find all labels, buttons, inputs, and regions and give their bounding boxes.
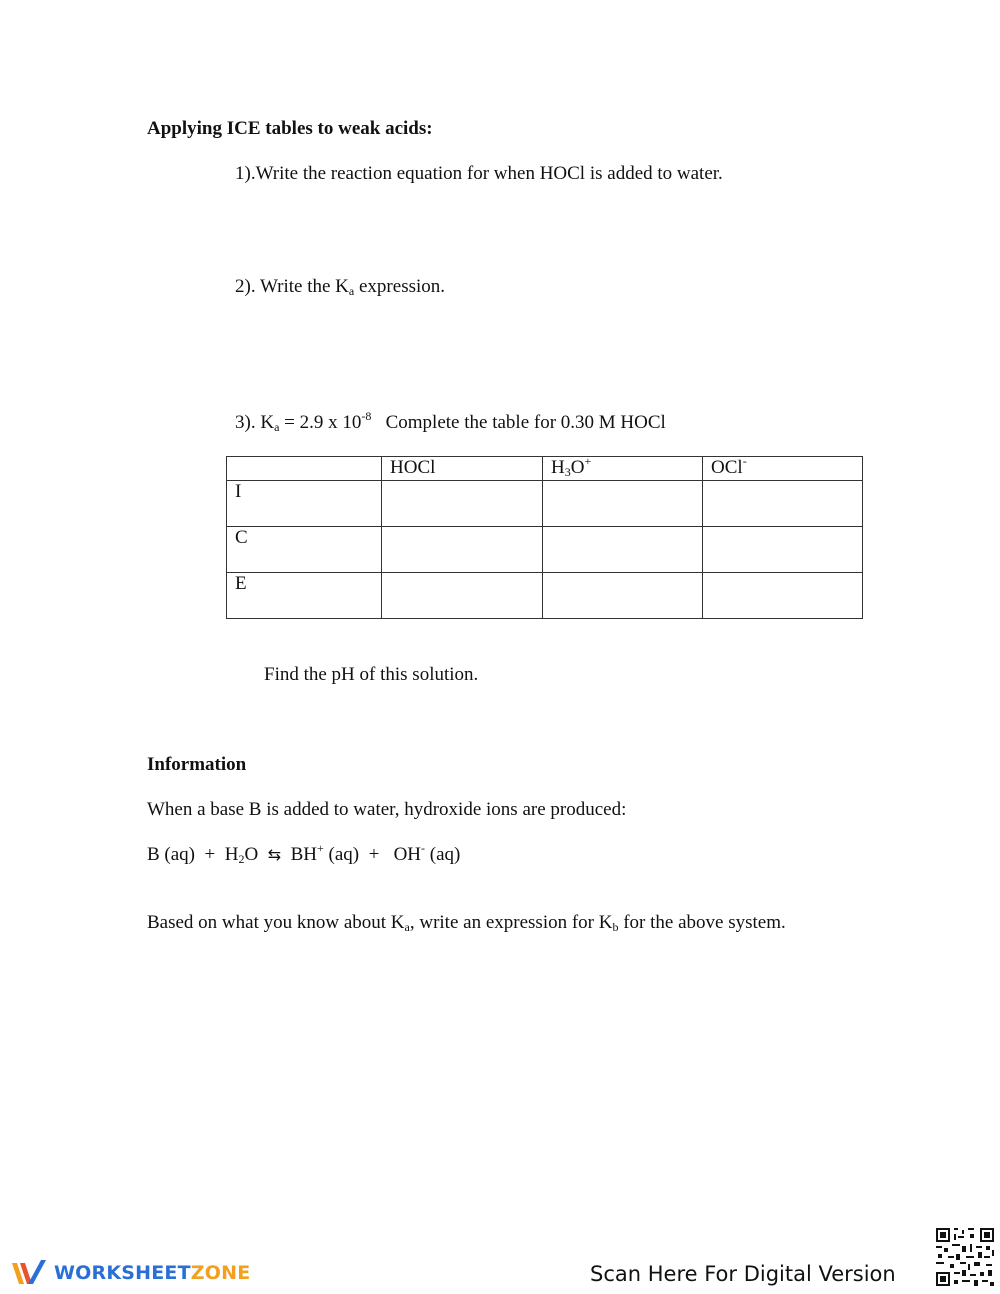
equilibrium-arrow-icon: ⇆ xyxy=(267,845,282,864)
info-text-base: When a base B is added to water, hydroxide ions are produced: xyxy=(147,799,627,820)
ice-row-initial xyxy=(227,481,863,527)
worksheetzone-logo-icon xyxy=(10,1258,48,1288)
equation-part: (aq) xyxy=(425,844,461,865)
ice-row-equilibrium xyxy=(227,573,863,619)
section-heading-information: Information xyxy=(147,754,247,775)
question-2-subscript: a xyxy=(348,284,355,298)
ice-header-h3o-text-end: O xyxy=(570,457,585,478)
equation-part: B (aq) + H xyxy=(147,844,239,865)
ice-row-change xyxy=(227,527,863,573)
ice-table xyxy=(226,456,863,619)
logo-word-zone: ZONE xyxy=(190,1262,251,1284)
question-3-exponent: -8 xyxy=(361,409,372,423)
ice-row-label: I xyxy=(227,481,382,527)
equation-part: (aq) + OH xyxy=(323,844,422,865)
ice-table-header-row xyxy=(227,457,863,481)
ice-header-ocl-sup: - xyxy=(742,454,747,468)
equation-superscript: - xyxy=(421,841,426,855)
ice-cell[interactable] xyxy=(543,527,703,573)
equation-part: BH xyxy=(281,844,317,865)
question-2-text-end: expression. xyxy=(354,276,446,297)
ice-header-h3o-text: H xyxy=(551,457,565,478)
kb-question-text: Based on what you know about K xyxy=(147,912,405,933)
question-1: 1).Write the reaction equation for when HOCl is added to water. xyxy=(235,163,723,184)
kb-question-sub-a: a xyxy=(404,920,410,934)
question-3-subscript: a xyxy=(274,420,280,434)
find-ph-prompt: Find the pH of this solution. xyxy=(264,664,479,685)
scan-digital-version-text: Scan Here For Digital Version xyxy=(590,1262,896,1286)
ice-header-ocl-text: OCl xyxy=(711,457,743,478)
question-3-value: = 2.9 x 10 xyxy=(279,412,362,433)
section-heading-ice: Applying ICE tables to weak acids: xyxy=(147,118,433,139)
kb-question-text-mid: , write an expression for K xyxy=(409,912,613,933)
ice-cell[interactable] xyxy=(382,573,543,619)
ice-header-ocl xyxy=(703,454,863,481)
ice-cell[interactable] xyxy=(703,527,863,573)
worksheetzone-logo-text xyxy=(54,1262,250,1284)
question-3-instruction: Complete the table for 0.30 M HOCl xyxy=(371,412,666,433)
ice-header-blank xyxy=(227,457,382,481)
question-2 xyxy=(235,276,445,298)
base-equation xyxy=(147,841,461,866)
qr-code-icon[interactable] xyxy=(934,1226,996,1288)
ice-cell[interactable] xyxy=(382,481,543,527)
equation-part: O xyxy=(244,844,268,865)
kb-question-sub-b: b xyxy=(612,920,619,934)
ice-cell[interactable] xyxy=(703,573,863,619)
equation-superscript: + xyxy=(317,841,324,855)
ice-header-h3o-sup: + xyxy=(584,454,592,468)
question-3-text: 3). K xyxy=(235,412,275,433)
ice-cell[interactable] xyxy=(543,481,703,527)
ice-cell[interactable] xyxy=(703,481,863,527)
kb-question xyxy=(147,912,786,934)
ice-header-h3o-sub: 3 xyxy=(564,465,571,479)
ice-row-label: C xyxy=(227,527,382,573)
ice-header-h3o xyxy=(543,454,703,481)
ice-cell[interactable] xyxy=(543,573,703,619)
logo-word-worksheet: WORKSHEET xyxy=(54,1262,191,1284)
equation-subscript: 2 xyxy=(238,852,245,866)
ice-header-hocl: HOCl xyxy=(382,457,543,481)
ice-cell[interactable] xyxy=(382,527,543,573)
question-2-text: 2). Write the K xyxy=(235,276,349,297)
kb-question-text-end: for the above system. xyxy=(618,912,786,933)
worksheetzone-logo[interactable] xyxy=(10,1258,250,1288)
ice-row-label: E xyxy=(227,573,382,619)
question-3 xyxy=(235,409,666,434)
